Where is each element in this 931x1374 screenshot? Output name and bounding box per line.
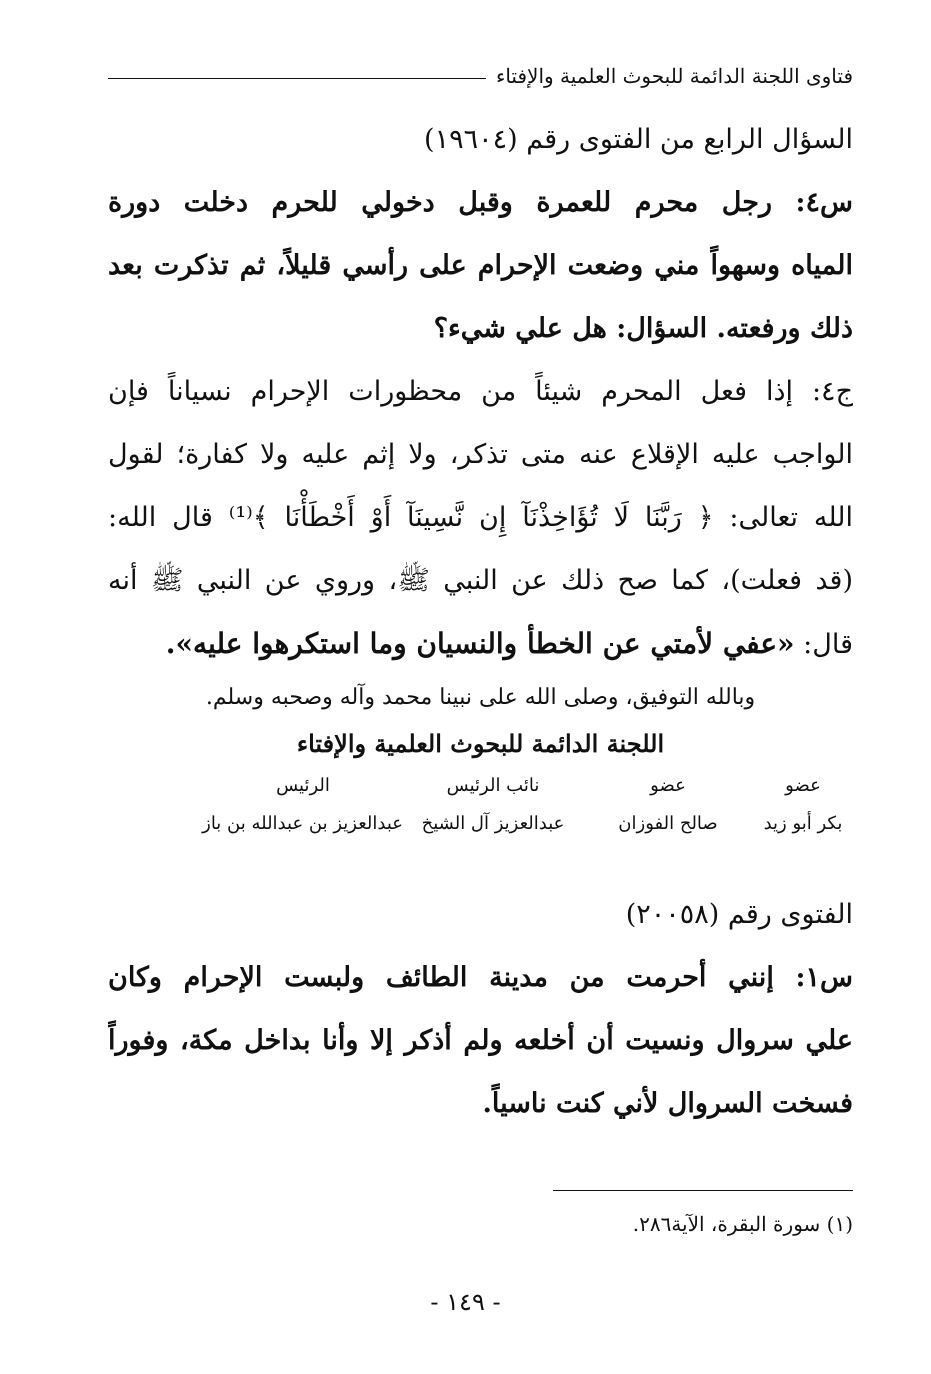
signatory-role: نائب الرئيس [446, 775, 540, 796]
signatory-names [108, 805, 853, 843]
fatwa-1-heading: السؤال الرابع من الفتوى رقم (١٩٦٠٤) [424, 124, 853, 155]
question-line: فسخت السروال لأني كنت ناسياً. [482, 1088, 853, 1119]
question-line: س٤: رجل محرم للعمرة وقبل دخولي للحرم دخلت دورة [108, 187, 853, 218]
question-line: س١: إنني أحرمت من مدينة الطائف ولبست الإحرام وكان [108, 962, 853, 993]
answer-line: الواجب عليه الإقلاع عنه متى تذكر، ولا إثم عليه ولا كفارة؛ لقول [108, 439, 853, 470]
signatory-name: بكر أبو زيد [763, 813, 843, 834]
hadith-prefix: قال: [794, 629, 853, 660]
answer-line: (قد فعلت)، كما صح ذلك عن النبي ﷺ، وروي عن النبي ﷺ أنه [108, 565, 853, 596]
fatwa-2-heading: الفتوى رقم (٢٠٠٥٨) [625, 899, 853, 930]
signatory-name: عبدالعزيز آل الشيخ [421, 813, 565, 834]
committee-name: اللجنة الدائمة للبحوث العلمية والإفتاء [296, 729, 665, 758]
running-header [108, 58, 853, 94]
answer-line: ج٤: إذا فعل المحرم شيئاً من محظورات الإحرام نسياناً فإن [108, 376, 853, 407]
section-gap [108, 843, 853, 883]
page-body [108, 108, 853, 1135]
page-number: - ١٤٩ - [430, 1288, 501, 1316]
closing-formula: وبالله التوفيق، وصلى الله على نبينا محمد وآله وصحبه وسلم. [205, 685, 756, 710]
question-line: المياه وسهواً مني وضعت الإحرام على رأسي قليلاً، ثم تذكرت بعد [108, 250, 853, 281]
signatory-role: عضو [785, 775, 821, 796]
signatory-role: الرئيس [276, 775, 330, 796]
signatory-name: صالح الفوزان [618, 813, 718, 834]
question-line: علي سروال ونسيت أن أخلعه ولم أذكر إلا وأنا بداخل مكة، وفوراً [108, 1025, 853, 1056]
answer-line-quran-verse: الله تعالى: ﴿ رَبَّنَا لَا تُؤَاخِذْنَآ إِن نَّسِينَآ أَوْ أَخْطَأْنَا ﴾⁽¹⁾ قال الله: [108, 502, 853, 533]
hadith-text: «عفي لأمتي عن الخطأ والنسيان وما استكرهوا عليه». [165, 627, 795, 660]
footnote-rule [553, 1190, 853, 1191]
footnote: (١) سورة البقرة، الآية٢٨٦. [632, 1212, 853, 1236]
hadith-line [108, 612, 853, 675]
header-title: فتاوى اللجنة الدائمة للبحوث العلمية والإفتاء [495, 64, 853, 88]
question-line: ذلك ورفعته. السؤال: هل علي شيء؟ [433, 313, 853, 344]
signatory-role: عضو [650, 775, 686, 796]
header-rule [108, 78, 486, 79]
signatory-roles [108, 767, 853, 805]
signatory-name: عبدالعزيز بن عبدالله بن باز [202, 813, 403, 834]
